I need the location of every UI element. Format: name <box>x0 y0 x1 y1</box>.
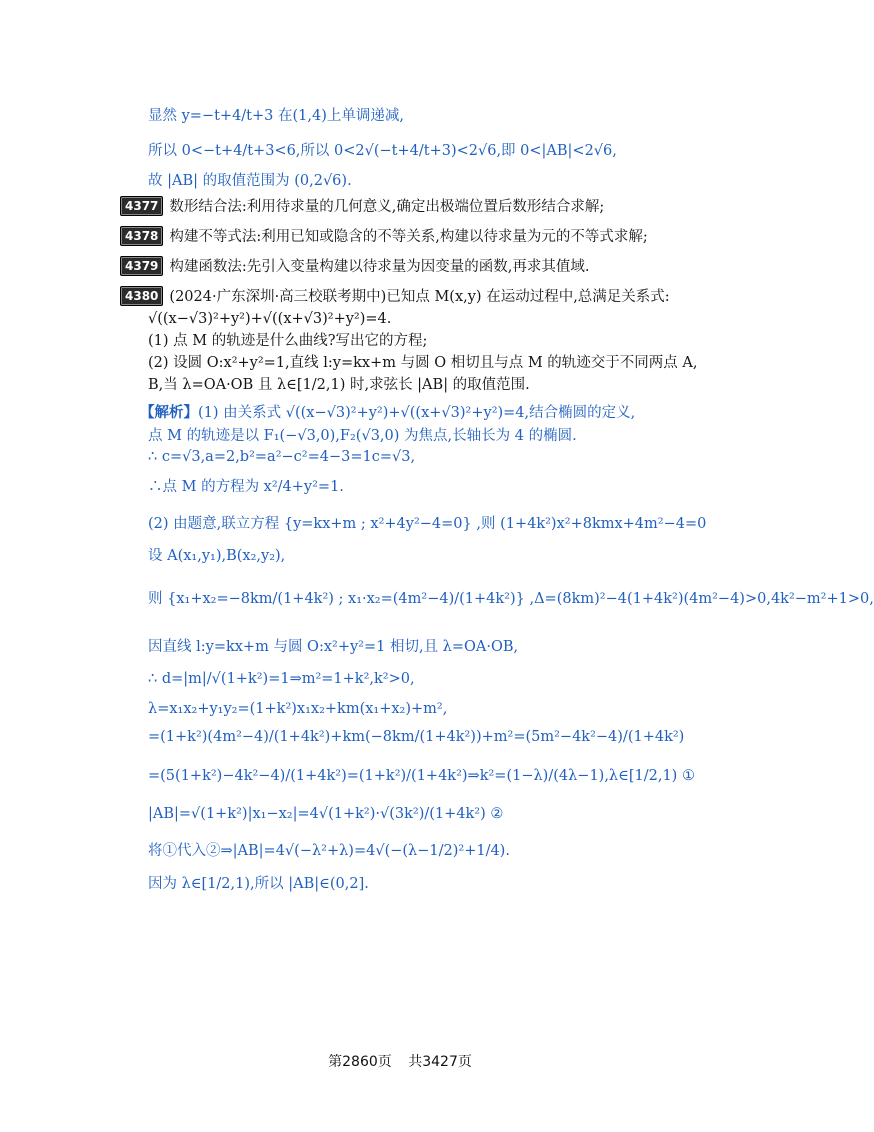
page-total: 共3427页 <box>408 1054 472 1070</box>
line-text: 因直线 l:y=kx+m 与圆 O:x²+y²=1 相切,且 λ=OA·OB, <box>148 639 519 655</box>
text-line <box>120 256 590 278</box>
analysis-tag: 【解析】 <box>140 404 198 421</box>
text-line <box>148 476 344 498</box>
text-line <box>148 873 369 895</box>
line-text: (1) 点 M 的轨迹是什么曲线?写出它的方程; <box>148 333 428 349</box>
line-text: ∴ d=|m|/√(1+k²)=1⇒m²=1+k²,k²>0, <box>148 671 415 687</box>
text-line <box>148 170 352 192</box>
line-text: 设 A(x₁,y₁),B(x₂,y₂), <box>148 548 286 564</box>
line-text: 则 {x₁+x₂=−8km/(1+4k²) ; x₁·x₂=(4m²−4)/(1+4k²)} ,Δ=(8km)²−4(1+4k²)(4m²−4)>0,4k²−m²+1>0, <box>148 591 874 607</box>
text-line <box>148 803 503 825</box>
problem-number-badge: 4379 <box>120 256 163 276</box>
text-line <box>148 545 285 567</box>
text-line <box>148 636 518 658</box>
line-text: =(1+k²)(4m²−4)/(1+4k²)+km(−8km/(1+4k²))+m²=(5m²−4k²−4)/(1+4k²) <box>148 729 685 745</box>
line-text: 显然 y=−t+4/t+3 在(1,4)上单调递减, <box>148 108 404 124</box>
line-text: =(5(1+k²)−4k²−4)/(1+4k²)=(1+k²)/(1+4k²)⇒k²=(1−λ)/(4λ−1),λ∈[1/2,1) ① <box>148 768 695 784</box>
line-text: √((x−√3)²+y²)+√((x+√3)²+y²)=4. <box>148 311 392 327</box>
text-line <box>148 105 404 127</box>
text-line <box>120 226 648 248</box>
line-text: 所以 0<−t+4/t+3<6,所以 0<2√(−t+4/t+3)<2√6,即 0<|AB|<2√6, <box>148 143 617 159</box>
line-text: ∴ c=√3,a=2,b²=a²−c²=4−3=1c=√3, <box>148 449 416 465</box>
line-text: B,当 λ=OA·OB 且 λ∈[1/2,1) 时,求弦长 |AB| 的取值范围. <box>148 377 530 393</box>
line-text: (2) 由题意,联立方程 {y=kx+m ; x²+4y²−4=0} ,则 (1+4k²)x²+8kmx+4m²−4=0 <box>148 516 707 532</box>
text-line <box>148 726 684 748</box>
line-text: 故 |AB| 的取值范围为 (0,2√6). <box>148 173 352 189</box>
text-line <box>140 402 635 424</box>
line-text: 构建不等式法:利用已知或隐含的不等关系,构建以待求量为元的不等式求解; <box>169 229 648 245</box>
page-number: 第2860页 <box>328 1054 392 1070</box>
line-text: (2) 设圆 O:x²+y²=1,直线 l:y=kx+m 与圆 O 相切且与点 M 的轨迹交于不同两点 A, <box>148 355 698 371</box>
text-line <box>148 374 530 396</box>
line-text: |AB|=√(1+k²)|x₁−x₂|=4√(1+k²)·√(3k²)/(1+4k²) ② <box>148 806 504 822</box>
line-text: (2024·广东深圳·高三校联考期中)已知点 M(x,y) 在运动过程中,总满足关系式: <box>169 289 670 305</box>
text-line <box>148 668 415 690</box>
line-text: ∴点 M 的方程为 x²/4+y²=1. <box>148 479 344 495</box>
problem-number-badge: 4377 <box>120 196 163 216</box>
text-line <box>148 352 697 374</box>
text-line <box>148 446 415 468</box>
text-line <box>120 196 604 218</box>
page-footer <box>0 1051 800 1071</box>
line-text: 将①代入②⇒|AB|=4√(−λ²+λ)=4√(−(λ−1/2)²+1/4). <box>148 843 510 859</box>
text-line <box>148 425 577 447</box>
text-line <box>120 286 670 308</box>
line-text: 构建函数法:先引入变量构建以待求量为因变量的函数,再求其值域. <box>169 259 590 275</box>
text-line <box>148 698 447 720</box>
text-line <box>148 330 427 352</box>
line-text: 数形结合法:利用待求量的几何意义,确定出极端位置后数形结合求解; <box>169 199 605 215</box>
text-line <box>148 308 391 330</box>
line-text: (1) 由关系式 √((x−√3)²+y²)+√((x+√3)²+y²)=4,结合椭圆的定义, <box>198 405 636 421</box>
problem-number-badge: 4378 <box>120 226 163 246</box>
text-line <box>148 513 706 535</box>
text-line <box>148 588 874 610</box>
text-line <box>148 840 510 862</box>
problem-number-badge: 4380 <box>120 286 163 306</box>
line-text: 点 M 的轨迹是以 F₁(−√3,0),F₂(√3,0) 为焦点,长轴长为 4 的椭圆. <box>148 428 577 444</box>
line-text: 因为 λ∈[1/2,1),所以 |AB|∈(0,2]. <box>148 876 369 892</box>
line-text: λ=x₁x₂+y₁y₂=(1+k²)x₁x₂+km(x₁+x₂)+m², <box>148 701 448 717</box>
text-line <box>148 765 695 787</box>
text-line <box>148 140 617 162</box>
